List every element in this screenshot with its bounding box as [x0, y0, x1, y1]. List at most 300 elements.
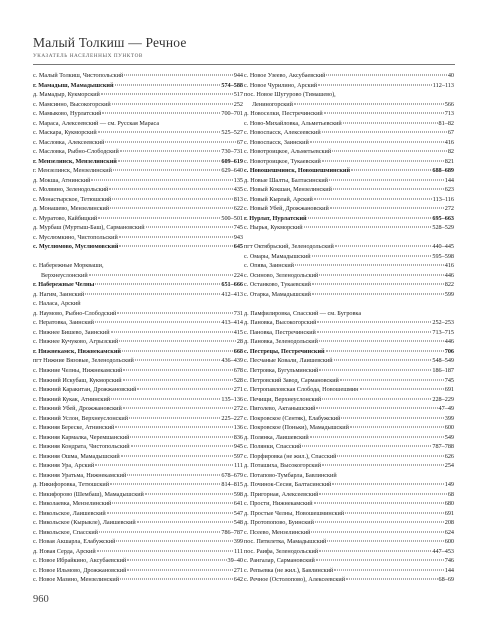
- dot-leader: [327, 541, 443, 542]
- entry-page: 525–527: [221, 129, 243, 137]
- index-column-right: [244, 71, 454, 585]
- entry-name: с. Новый Кырлай, Арский: [244, 195, 313, 203]
- entry-name: с. Масловка, Алексеевский: [33, 138, 105, 146]
- entry-page: 730–731: [221, 148, 243, 156]
- entry-page: 822: [444, 281, 454, 289]
- dot-leader: [312, 293, 444, 294]
- entry-page: 599: [444, 290, 454, 298]
- dot-leader: [146, 227, 233, 228]
- entry-page: 787–788: [432, 443, 454, 451]
- entry-name: с. Мамсинно, Высокогорский: [33, 100, 111, 108]
- index-entry: [33, 575, 243, 585]
- entry-name: с. Отарка, Мамадышский: [244, 290, 311, 298]
- index-entry: [244, 271, 454, 281]
- index-entry: [33, 280, 243, 290]
- index-entry: [33, 404, 243, 414]
- dot-leader: [105, 141, 235, 142]
- entry-name: д. Мокша, Атнинский: [33, 176, 91, 184]
- dot-leader: [316, 560, 444, 561]
- entry-page: 136: [233, 424, 243, 432]
- entry-name: с. Никольское, Спасский: [33, 528, 98, 536]
- entry-page: 416: [444, 262, 454, 270]
- index-entry: [244, 90, 454, 100]
- entry-name: с. Ново-Михайловка, Альметьевский: [244, 119, 342, 127]
- entry-page: 629–640: [221, 167, 243, 175]
- entry-page: 731: [233, 309, 243, 317]
- index-entry: [33, 261, 243, 271]
- dot-leader: [312, 284, 444, 285]
- entry-name: д. Мурбаш (Муртыш-Баш), Сармановский: [33, 224, 145, 232]
- index-entry: [33, 71, 243, 81]
- entry-page: 574–588: [221, 81, 243, 89]
- index-entry: [244, 575, 454, 585]
- entry-name: с. Николаевка, Мензелинский: [33, 500, 112, 508]
- dot-leader: [335, 246, 431, 247]
- dot-leader: [131, 446, 233, 447]
- entry-name: с. Потапово-Тумбарла, Бавлинский: [244, 471, 337, 479]
- index-entry: [244, 81, 454, 91]
- entry-name: с. Новое Ибрайкино, Аксубаевский: [33, 557, 127, 565]
- entry-page: 624: [444, 528, 454, 536]
- entry-name: с. Новый Кокшан, Мензелинский: [244, 186, 332, 194]
- entry-page: 814–815: [221, 481, 243, 489]
- entry-name: г. Нурлат, Нурлатский: [244, 214, 307, 222]
- entry-page: 813: [233, 195, 243, 203]
- dot-leader: [319, 274, 444, 275]
- index-entry: [33, 433, 243, 443]
- entry-page: 746: [444, 557, 454, 565]
- entry-page: 500–501: [221, 214, 243, 222]
- entry-page: 254: [444, 462, 454, 470]
- index-entry: [244, 499, 454, 509]
- entry-page: 252–253: [432, 319, 454, 327]
- dot-leader: [98, 132, 221, 133]
- entry-name: с. Пиголево, Актанышский: [244, 405, 316, 413]
- index-entry: [244, 404, 454, 414]
- dot-leader: [119, 341, 236, 342]
- index-entry: [244, 385, 454, 395]
- index-entry: [33, 385, 243, 395]
- entry-name: с. Новое Ильмово, Дрожжановский: [33, 566, 127, 574]
- index-entry: [244, 556, 454, 566]
- dot-leader: [322, 160, 444, 161]
- entry-name: с. Нижняя Уратьма, Нижнекамский: [33, 471, 127, 479]
- index-entry: [244, 261, 454, 271]
- entry-page: 623: [444, 186, 454, 194]
- dot-leader: [319, 550, 431, 551]
- entry-page: 645: [233, 243, 243, 251]
- entry-page: 642: [233, 576, 243, 584]
- dot-leader: [111, 398, 220, 399]
- dot-leader: [322, 398, 431, 399]
- entry-page: 40: [447, 72, 454, 79]
- entry-page: 566: [444, 100, 454, 108]
- entry-page: 597: [233, 452, 243, 460]
- dot-leader: [317, 322, 431, 323]
- entry-name: пос. Новое Шугурово (Тимашево),: [244, 91, 336, 99]
- entry-name: с. Никифорово (Шембаш), Мамадышский: [33, 490, 144, 498]
- dot-leader: [310, 141, 444, 142]
- entry-name: с. Нырья, Кукморский: [244, 224, 303, 232]
- dot-leader: [343, 122, 438, 123]
- dot-leader: [319, 341, 444, 342]
- dot-leader: [341, 417, 443, 418]
- entry-name: д. Монашево, Мензелинский: [33, 205, 110, 213]
- index-entry: [244, 176, 454, 186]
- entry-page: 399: [233, 538, 243, 546]
- index-entry: [33, 547, 243, 557]
- entry-name: с. Малый Толкиш, Чистопольский: [33, 72, 124, 79]
- dot-leader: [118, 160, 220, 161]
- dot-leader: [129, 417, 220, 418]
- dot-leader: [127, 569, 232, 570]
- dot-leader: [107, 512, 233, 513]
- entry-name: с. Пестрецы, Пестречинский: [244, 347, 325, 355]
- entry-name: д. Пригорная, Алексеевский: [244, 490, 319, 498]
- index-entry: [244, 442, 454, 452]
- entry-page: 626: [444, 452, 454, 460]
- index-entry: [33, 81, 243, 91]
- index-entry: [33, 328, 243, 338]
- entry-page: 786–787: [221, 528, 243, 536]
- dot-leader: [120, 579, 233, 580]
- dot-leader: [308, 217, 432, 218]
- dot-leader: [124, 75, 232, 76]
- entry-name: с. Петровский Завод, Сармановский: [244, 376, 339, 384]
- entry-page: 436–439: [221, 357, 243, 365]
- dot-leader: [324, 113, 444, 114]
- index-entry: [33, 109, 243, 119]
- index-entry: [33, 423, 243, 433]
- dot-leader: [95, 465, 233, 466]
- dot-leader: [112, 103, 233, 104]
- dot-leader: [322, 465, 444, 466]
- entry-name: с. Покровское (Поньки), Мамадышский: [244, 424, 349, 432]
- entry-page: 688–689: [432, 167, 454, 175]
- entry-page: 548: [233, 519, 243, 527]
- entry-name: с. Нижняя Береске, Атнинский: [33, 424, 115, 432]
- entry-name: д. Новые Шалты, Балтасинский: [244, 176, 328, 184]
- dot-leader: [127, 474, 220, 475]
- entry-page: 135–136: [221, 395, 243, 403]
- index-entry: [33, 138, 243, 148]
- entry-name: с. Мамыково, Нурлатский: [33, 110, 102, 118]
- dot-leader: [113, 170, 220, 171]
- dot-leader: [135, 360, 221, 361]
- dot-leader: [97, 550, 234, 551]
- index-entry: [244, 376, 454, 386]
- entry-name: с. Останково, Тукаевский: [244, 281, 311, 289]
- entry-page: 67: [236, 138, 243, 146]
- entry-name: с. Муслюмово, Муслюмовский: [33, 243, 119, 251]
- entry-page: 695–663: [432, 214, 454, 222]
- entry-name: с. Речное (Остолопово), Алексеевский: [244, 576, 346, 584]
- dot-leader: [314, 198, 432, 199]
- entry-page: 945: [233, 443, 243, 451]
- dot-leader: [130, 436, 232, 437]
- page-header: [33, 35, 453, 59]
- dot-leader: [110, 208, 233, 209]
- index-entry: [33, 566, 243, 576]
- dot-leader: [316, 408, 437, 409]
- dot-leader: [115, 427, 232, 428]
- entry-name: д. Памфилировка, Спасский — см. Бугровка: [244, 309, 362, 317]
- index-entry: [244, 423, 454, 433]
- index-entry: [33, 233, 243, 243]
- entry-page: 144: [444, 566, 454, 574]
- entry-name: г. Набережные Челны: [33, 281, 95, 289]
- dot-leader: [120, 151, 221, 152]
- index-entry: [244, 518, 454, 528]
- entry-page: 622: [233, 205, 243, 213]
- entry-page: 435: [233, 186, 243, 194]
- entry-page: 713–715: [432, 328, 454, 336]
- entry-page: 28: [236, 338, 243, 346]
- entry-page: 111: [234, 462, 243, 470]
- entry-page: 641: [233, 500, 243, 508]
- index-entry: [33, 395, 243, 405]
- entry-name: д. Новоселки, Пестречинский: [244, 110, 323, 118]
- entry-name: с. Новотроицкое, Тукаевский: [244, 157, 321, 165]
- entry-page: 517: [233, 91, 243, 99]
- entry-name: с. Нижний Убей, Дрожжановский: [33, 405, 122, 413]
- index-entry: [33, 223, 243, 233]
- dot-leader: [326, 350, 444, 351]
- dot-leader: [360, 389, 444, 390]
- entry-page: 252: [233, 100, 243, 108]
- dot-leader: [99, 531, 220, 532]
- dot-leader: [332, 484, 443, 485]
- entry-page: 595–598: [432, 252, 454, 260]
- entry-name: Верхнеуслонский: [41, 271, 88, 279]
- dot-leader: [314, 503, 444, 504]
- entry-name: с. Молвино, Зеленодольский: [33, 186, 109, 194]
- running-subtitle: УКАЗАТЕЛЬ НАСЕЛЕННЫХ ПУНКТОВ: [33, 53, 143, 59]
- entry-page: 440–445: [432, 243, 454, 251]
- index-column-left: [33, 71, 243, 585]
- dot-leader: [345, 512, 444, 513]
- dot-leader: [102, 113, 220, 114]
- entry-name: д. Пановка, Высокогорский: [244, 319, 317, 327]
- entry-name: с. Петровка, Бугульминский: [244, 366, 319, 374]
- dot-leader: [333, 189, 444, 190]
- entry-name: с. Нижний Кукак, Атнинский: [33, 395, 111, 403]
- dot-leader: [111, 331, 233, 332]
- index-entry: [244, 195, 454, 205]
- dot-leader: [112, 198, 232, 199]
- index-entry: [33, 509, 243, 519]
- index-entry: [33, 537, 243, 547]
- entry-page: 68: [447, 490, 454, 498]
- dot-leader: [137, 389, 232, 390]
- index-entry: [244, 547, 454, 557]
- entry-page: 47–49: [438, 405, 454, 413]
- entry-page: 413–414: [221, 319, 243, 327]
- entry-page: 745: [444, 376, 454, 384]
- entry-page: 651–666: [221, 281, 243, 289]
- entry-page: 680: [444, 500, 454, 508]
- index-entry: [33, 195, 243, 205]
- entry-name: с. Новое Мазино, Мензелинский: [33, 576, 119, 584]
- entry-name: д. Полянка, Лаишевский: [244, 433, 309, 441]
- entry-name: д. Протопопово, Буинский: [244, 519, 314, 527]
- index-entry: [33, 185, 243, 195]
- entry-name: с. Новый Убей, Дрожжановский: [244, 205, 329, 213]
- index-entry: [244, 318, 454, 328]
- index-entry: [244, 109, 454, 119]
- dot-leader: [95, 284, 220, 285]
- entry-page: 446: [444, 271, 454, 279]
- dot-leader: [311, 531, 443, 532]
- entry-name: с. Новотроицкое, Альметьевский: [244, 148, 332, 156]
- dot-leader: [319, 493, 446, 494]
- index-entry: [33, 490, 243, 500]
- index-spacer: [244, 233, 454, 243]
- dot-leader: [119, 246, 232, 247]
- index-entry: [244, 537, 454, 547]
- entry-name: с. Нижний Искубаш, Кукморский: [33, 376, 122, 384]
- entry-page: 149: [444, 481, 454, 489]
- entry-name: с. Нижнее Бишево, Заинский: [33, 328, 110, 336]
- dot-leader: [340, 379, 444, 380]
- index-entry: [244, 147, 454, 157]
- dot-leader: [332, 151, 447, 152]
- entry-page: 700–701: [221, 110, 243, 118]
- entry-name: пос. Раифа, Зеленодольский: [244, 547, 319, 555]
- index-entry: [33, 414, 243, 424]
- dot-leader: [98, 217, 220, 218]
- entry-page: 225–227: [221, 414, 243, 422]
- index-entry: [244, 356, 454, 366]
- entry-name: с. Новоспасск, Алексеевский: [244, 129, 321, 137]
- entry-name: с. Нижние Челны, Нижнекамский: [33, 366, 123, 374]
- index-entry: [244, 280, 454, 290]
- entry-name: д. Починок-Сесия, Балтасинский: [244, 481, 332, 489]
- dot-leader: [295, 265, 444, 266]
- index-entry: [33, 518, 243, 528]
- entry-name: с. Рангалар, Сармановский: [244, 557, 315, 565]
- index-entry: [33, 471, 243, 481]
- entry-name: с. Новошешминск, Новошешминский: [244, 167, 351, 175]
- index-spacer: [33, 252, 243, 262]
- index-entry: [33, 309, 243, 319]
- entry-page: 271: [233, 386, 243, 394]
- dot-leader: [112, 503, 232, 504]
- entry-name: с. Нижняя Кармалка, Черемшанский: [33, 433, 130, 441]
- entry-page: 528: [233, 376, 243, 384]
- dot-leader: [91, 179, 232, 180]
- dot-leader: [119, 236, 233, 237]
- entry-name: с. Порфировка (не жил.), Спасский: [244, 452, 337, 460]
- entry-page: 272: [233, 405, 243, 413]
- index-entry: [244, 252, 454, 262]
- entry-name: с. Нератовка, Заинский: [33, 319, 94, 327]
- index-entry: [33, 499, 243, 509]
- entry-page: 81–82: [438, 119, 454, 127]
- index-entry: [244, 347, 454, 357]
- index-entry: [33, 376, 243, 386]
- entry-name: с. Печищи, Верхнеуслонский: [244, 395, 322, 403]
- index-entry: [33, 461, 243, 471]
- entry-page: 668: [233, 347, 243, 355]
- dot-leader: [123, 369, 232, 370]
- dot-leader: [123, 408, 233, 409]
- entry-name: пос. Пятилетка, Мамадышский: [244, 538, 327, 546]
- entry-page: 82: [447, 148, 454, 156]
- index-entry: [244, 366, 454, 376]
- index-entry: [33, 214, 243, 224]
- header-rule: [33, 64, 455, 65]
- entry-name: с. Новая Акшарла, Елабужский: [33, 538, 116, 546]
- entry-name: д. Новая Серда, Арский: [33, 547, 96, 555]
- entry-name: с. Нижний Услон, Верхнеуслонский: [33, 414, 129, 422]
- entry-page: 112–113: [432, 81, 454, 89]
- index-entry: [244, 119, 454, 129]
- dot-leader: [326, 75, 446, 76]
- entry-name: с. Полянки, Спасский: [244, 443, 302, 451]
- entry-page: 944: [233, 72, 243, 79]
- dot-leader: [145, 493, 233, 494]
- entry-name: с. Петропавловская Слобода, Новошешмин: [244, 386, 359, 394]
- entry-page: 706: [444, 347, 454, 355]
- entry-page: 446: [444, 338, 454, 346]
- index-entry: [244, 337, 454, 347]
- entry-name: д. Нагим, Заинский: [33, 290, 85, 298]
- entry-page: 135: [233, 176, 243, 184]
- index-entry: [244, 433, 454, 443]
- dot-leader: [115, 84, 221, 85]
- index-entry: [244, 223, 454, 233]
- index-entry: [33, 271, 243, 281]
- entry-name: д. Наумово, Рыбно-Слободский: [33, 309, 117, 317]
- entry-page: 39–40: [227, 557, 243, 565]
- dot-leader: [122, 350, 233, 351]
- entry-page: 272: [444, 205, 454, 213]
- entry-page: 416: [444, 138, 454, 146]
- dot-leader: [346, 579, 438, 580]
- index-entry: [244, 204, 454, 214]
- entry-name: с. Нижняя Кондрата, Чистопольский: [33, 443, 130, 451]
- index-entry: [244, 509, 454, 519]
- dot-leader: [109, 189, 232, 190]
- index-entry: [33, 356, 243, 366]
- index-entry: [33, 157, 243, 167]
- entry-page: 528–529: [432, 224, 454, 232]
- entry-page: 836: [233, 433, 243, 441]
- entry-name: с. Нижний Каракитан, Дрожжановский: [33, 386, 137, 394]
- dot-leader: [322, 132, 447, 133]
- entry-name: с. Нижняя Ура, Арский: [33, 462, 95, 470]
- entry-page: 208: [444, 519, 454, 527]
- index-entry: [33, 442, 243, 452]
- index-entry: [33, 452, 243, 462]
- entry-page: 68–69: [438, 576, 454, 584]
- dot-leader: [319, 369, 431, 370]
- index-entry: [33, 556, 243, 566]
- index-entry: [244, 471, 454, 481]
- index-entry: [244, 309, 454, 319]
- index-entry: [33, 166, 243, 176]
- entry-page: 415: [233, 328, 243, 336]
- entry-name: с. Набережные Моркваши,: [33, 262, 104, 270]
- dot-leader: [350, 427, 444, 428]
- index-entry: [244, 128, 454, 138]
- dot-leader: [137, 522, 233, 523]
- entry-name: с. Новое Чурилино, Арский: [244, 81, 318, 89]
- index-entry: [244, 461, 454, 471]
- index-entry: [244, 480, 454, 490]
- entry-name: Лениногорский: [252, 100, 293, 108]
